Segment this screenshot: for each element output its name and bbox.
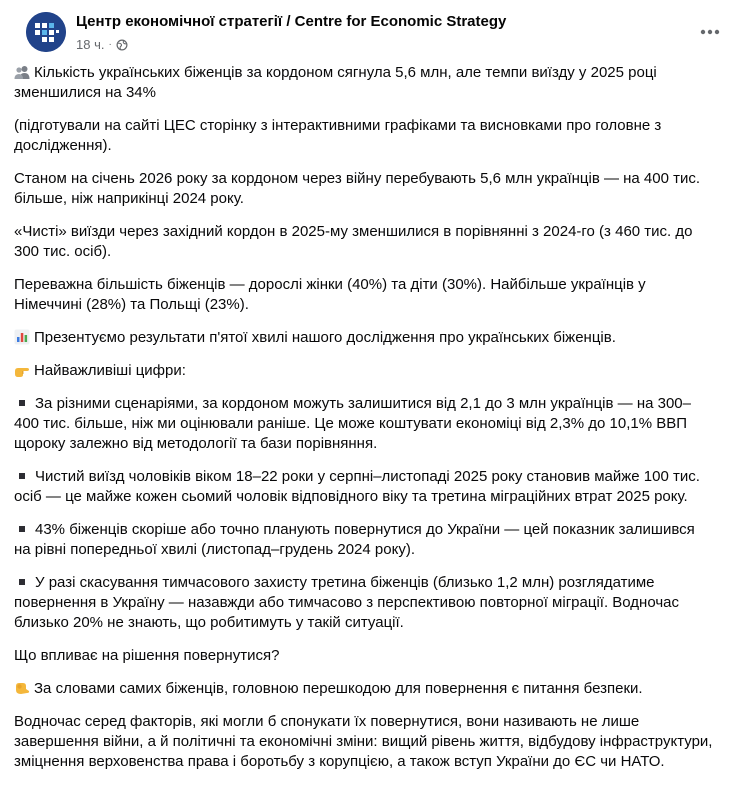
paragraph bbox=[14, 116, 714, 156]
paragraph bbox=[14, 328, 714, 348]
paragraph bbox=[14, 361, 714, 381]
bullet-item bbox=[14, 394, 714, 454]
tip-hand-icon bbox=[14, 680, 30, 696]
page-name-link[interactable]: Центр економічної стратегії / Centre for Economic Strategy bbox=[76, 13, 507, 30]
headline-text: Кількість українських біженців за кордоном сягнула 5,6 млн, але темпи виїзду у 2025 році зменшилися на 34% bbox=[14, 64, 657, 101]
small-square-icon bbox=[19, 473, 25, 479]
bullet-text: Чистий виїзд чоловіків віком 18–22 роки у серпні–листопаді 2025 року становив майже 100 тис. осіб — це майже кожен сьомий чоловік відповідного віку та третина міграційних втрат 2025 року. bbox=[14, 468, 700, 505]
paragraph-text: Водночас серед факторів, які могли б спонукати їх повернутися, вони називають не лише завершення війни, а й політичні та економічні зміни: вищий рівень життя, відбудову інфраструктури, зміцнення верховенства права і боротьбу з корупцією, а також вступ України до ЄС чи НАТО. bbox=[14, 713, 713, 770]
bullet-item bbox=[14, 520, 714, 560]
people-icon bbox=[14, 64, 30, 80]
paragraph bbox=[14, 63, 714, 103]
paragraph bbox=[14, 222, 714, 262]
paragraph-text: За словами самих біженців, головною перешкодою для повернення є питання безпеки. bbox=[34, 680, 643, 697]
paragraph bbox=[14, 275, 714, 315]
pointing-hand-icon bbox=[14, 362, 30, 378]
paragraph bbox=[14, 169, 714, 209]
meta-separator: · bbox=[108, 39, 112, 50]
bullet-text: 43% біженців скоріше або точно планують повернутися до України — цей показник залишився на рівні попередньої хвилі (листопад–грудень 2024 року). bbox=[14, 521, 695, 558]
post-text bbox=[14, 63, 714, 785]
post-time[interactable]: 18 ч. bbox=[76, 37, 105, 52]
globe-icon bbox=[116, 39, 128, 51]
paragraph-text: (підготували на сайті ЦЕС сторінку з інтерактивними графіками та висновками про головне з дослідження). bbox=[14, 117, 662, 154]
paragraph-text: Найважливіші цифри: bbox=[34, 362, 186, 379]
more-options-button[interactable] bbox=[692, 18, 728, 46]
bullet-text: За різними сценаріями, за кордоном можуть залишитися від 2,1 до 3 млн українців — на 300–400 тис. більше, ніж ми оцінювали раніше. Це може коштувати економіці від 2,3% до 10,1% ВВП щороку залежно від методології та бази порівняння. bbox=[14, 395, 691, 452]
paragraph-text: Переважна більшість біженців — дорослі жінки (40%) та діти (30%). Найбільше українців у Німеччині (28%) та Польщі (23%). bbox=[14, 276, 646, 313]
post-meta bbox=[76, 37, 128, 52]
small-square-icon bbox=[19, 526, 25, 532]
small-square-icon bbox=[19, 579, 25, 585]
paragraph bbox=[14, 646, 714, 666]
paragraph-text: Що впливає на рішення повернутися? bbox=[14, 647, 280, 664]
page-avatar[interactable] bbox=[26, 12, 66, 52]
bullet-item bbox=[14, 467, 714, 507]
bullet-text: У разі скасування тимчасового захисту третина біженців (близько 1,2 млн) розглядатиме повернення в Україну — назавжди або тимчасово з перспективою повторної міграції. Водночас близько 20% не знають, що робитимуть у такій ситуації. bbox=[14, 574, 680, 631]
small-square-icon bbox=[19, 400, 25, 406]
paragraph-text: Презентуємо результати п'ятої хвилі нашого дослідження про українських біженців. bbox=[34, 329, 616, 346]
paragraph-text: Станом на січень 2026 року за кордоном через війну перебувають 5,6 млн українців — на 400 тис. більше, ніж наприкінці 2024 року. bbox=[14, 170, 701, 207]
bar-chart-icon bbox=[14, 329, 30, 345]
bullet-item bbox=[14, 573, 714, 633]
post-header bbox=[14, 0, 730, 62]
paragraph bbox=[14, 679, 714, 699]
ces-logo-icon bbox=[26, 12, 66, 52]
paragraph-text: «Чисті» виїзди через західний кордон в 2025-му зменшилися в порівнянні з 2024-го (з 460 тис. до 300 тис. осіб). bbox=[14, 223, 693, 260]
more-options-icon bbox=[700, 29, 720, 35]
paragraph bbox=[14, 712, 714, 772]
